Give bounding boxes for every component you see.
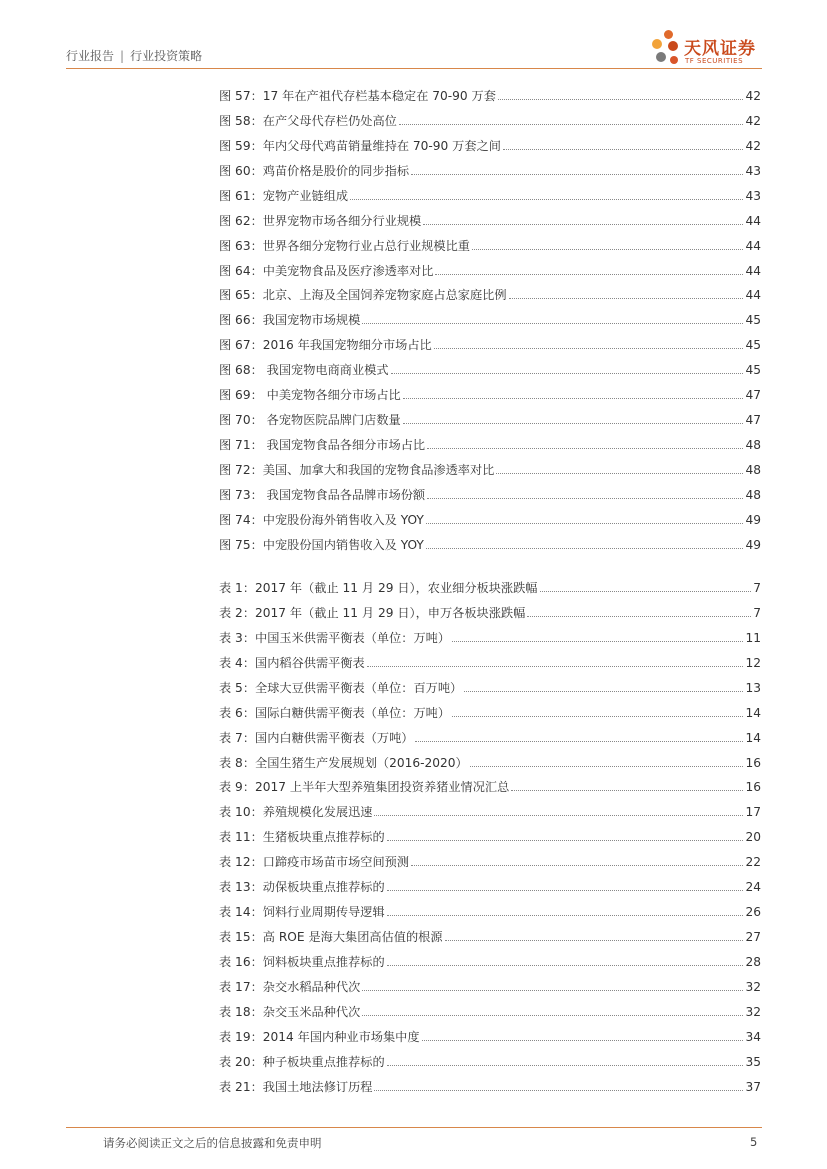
table-entry[interactable] <box>219 746 761 771</box>
figure-entry-page: 44 <box>745 263 761 278</box>
table-entry[interactable] <box>219 771 761 796</box>
logo-name: 天风证券 <box>684 39 756 59</box>
figure-entry-page: 48 <box>745 487 761 502</box>
figure-entry-label: 图 61：宠物产业链组成 <box>219 188 349 203</box>
figure-entry-label: 图 62：世界宠物市场各细分行业规模 <box>219 213 422 228</box>
table-entry[interactable] <box>219 845 761 870</box>
figure-list <box>219 79 761 553</box>
table-entry-label: 表 4：国内稻谷供需平衡表 <box>219 655 365 670</box>
figure-entry[interactable] <box>219 528 761 553</box>
company-logo <box>650 30 770 72</box>
dot-leader <box>472 249 744 250</box>
dot-leader <box>387 840 744 841</box>
figure-entry[interactable] <box>219 154 761 179</box>
table-entry-label: 表 16：饲料板块重点推荐标的 <box>219 955 385 969</box>
table-entry-label: 表 12：口蹄疫市场苗市场空间预测 <box>219 855 410 870</box>
table-entry[interactable] <box>219 721 761 746</box>
figure-entry[interactable] <box>219 79 761 104</box>
figure-entry-label: 图 68： 我国宠物电商商业模式 <box>219 363 389 378</box>
figure-entry[interactable] <box>219 453 761 478</box>
figure-entry-page: 47 <box>745 388 761 403</box>
dot-leader <box>387 965 744 966</box>
table-entry-page: 14 <box>745 730 761 745</box>
dot-leader <box>399 124 744 125</box>
dot-leader <box>362 323 743 324</box>
table-entry-page: 22 <box>745 855 761 870</box>
dot-leader <box>374 1090 743 1091</box>
table-entry-label: 表 13：动保板块重点推荐标的 <box>219 880 385 895</box>
table-entry-label: 表 2：2017 年（截止 11 月 29 日），申万各板块涨跌幅 <box>219 605 526 620</box>
table-entry[interactable] <box>219 995 761 1020</box>
figure-entry-page: 48 <box>745 463 761 477</box>
table-entry-page: 12 <box>745 655 761 670</box>
figure-entry-page: 45 <box>745 313 761 328</box>
table-entry-page: 26 <box>745 905 761 920</box>
logo-petal-icon <box>652 39 662 49</box>
figure-entry-label: 图 74：中宠股份海外销售收入及 YOY <box>219 512 424 527</box>
table-entry[interactable] <box>219 1020 761 1045</box>
dot-leader <box>452 716 743 717</box>
figure-entry[interactable] <box>219 478 761 503</box>
figure-entry-page: 44 <box>745 288 761 303</box>
table-entry-page: 28 <box>745 955 761 969</box>
dot-leader <box>452 641 743 642</box>
header-separator: | <box>120 49 125 63</box>
table-entry[interactable] <box>219 920 761 945</box>
table-entry-label: 表 20：种子板块重点推荐标的 <box>219 1054 385 1069</box>
table-entry[interactable] <box>219 1070 761 1095</box>
dot-leader <box>391 373 744 374</box>
dot-leader <box>415 741 743 742</box>
dot-leader <box>374 815 743 816</box>
figure-entry[interactable] <box>219 303 761 328</box>
dot-leader <box>434 348 744 349</box>
figure-entry[interactable] <box>219 503 761 528</box>
figure-entry-page: 42 <box>745 113 761 128</box>
table-entry[interactable] <box>219 970 761 995</box>
table-entry-label: 表 17：杂交水稻品种代次 <box>219 979 361 994</box>
table-entry-label: 表 6：国际白糖供需平衡表（单位：万吨） <box>219 705 451 720</box>
figure-entry[interactable] <box>219 204 761 229</box>
logo-subtitle: TF SECURITIES <box>685 57 744 65</box>
figure-entry[interactable] <box>219 378 761 403</box>
dot-leader <box>427 498 743 499</box>
dot-leader <box>350 199 743 200</box>
dot-leader <box>387 915 744 916</box>
figure-entry[interactable] <box>219 279 761 304</box>
table-entry[interactable] <box>219 671 761 696</box>
table-entry-page: 7 <box>753 580 761 595</box>
dot-leader <box>435 274 743 275</box>
table-entry-page: 35 <box>745 1054 761 1069</box>
table-entry[interactable] <box>219 1045 761 1070</box>
figure-entry[interactable] <box>219 328 761 353</box>
dot-leader <box>403 423 744 424</box>
table-entry[interactable] <box>219 571 761 596</box>
dot-leader <box>464 691 743 692</box>
dot-leader <box>367 666 744 667</box>
table-entry[interactable] <box>219 945 761 970</box>
figure-entry[interactable] <box>219 229 761 254</box>
figure-entry-label: 图 66：我国宠物市场规模 <box>219 313 361 328</box>
table-entry-page: 34 <box>745 1029 761 1044</box>
figure-entry[interactable] <box>219 403 761 428</box>
table-entry-page: 7 <box>753 605 761 620</box>
dot-leader <box>387 1065 744 1066</box>
table-entry[interactable] <box>219 621 761 646</box>
figure-entry[interactable] <box>219 129 761 154</box>
footer-disclaimer: 请务必阅读正文之后的信息披露和免责申明 <box>103 1136 322 1150</box>
table-entry-label: 表 8：全国生猪生产发展规划（2016-2020） <box>219 755 468 770</box>
figure-entry-page: 49 <box>745 537 761 552</box>
table-entry[interactable] <box>219 646 761 671</box>
header-divider <box>66 68 762 69</box>
figure-entry-label: 图 60：鸡苗价格是股价的同步指标 <box>219 163 410 178</box>
table-entry[interactable] <box>219 820 761 845</box>
figure-entry-label: 图 70： 各宠物医院品牌门店数量 <box>219 413 401 428</box>
figure-entry[interactable] <box>219 254 761 279</box>
figure-entry-label: 图 64：中美宠物食品及医疗渗透率对比 <box>219 263 434 278</box>
table-entry-label: 表 1：2017 年（截止 11 月 29 日），农业细分板块涨跌幅 <box>219 580 538 595</box>
figure-entry-page: 43 <box>745 188 761 203</box>
figure-entry-label: 图 58：在产父母代存栏仍处高位 <box>219 113 397 128</box>
page-number: 5 <box>750 1135 758 1149</box>
dot-leader <box>362 1015 743 1016</box>
table-entry-label: 表 15：高 ROE 是海大集团高估值的根源 <box>219 930 443 945</box>
table-entry-page: 16 <box>745 780 761 795</box>
table-entry-label: 表 18：杂交玉米品种代次 <box>219 1004 361 1019</box>
header-subcategory: 行业投资策略 <box>130 49 203 63</box>
table-entry[interactable] <box>219 596 761 621</box>
header-breadcrumb <box>66 47 202 64</box>
figure-entry-label: 图 75：中宠股份国内销售收入及 YOY <box>219 537 424 552</box>
dot-leader <box>527 616 751 617</box>
figure-entry-label: 图 59：年内父母代鸡苗销量维持在 70-90 万套之间 <box>219 138 501 153</box>
table-entry-page: 37 <box>745 1079 761 1094</box>
figure-entry-page: 42 <box>745 88 761 103</box>
dot-leader <box>503 149 744 150</box>
dot-leader <box>470 766 744 767</box>
table-entry[interactable] <box>219 870 761 895</box>
dot-leader <box>496 473 743 474</box>
table-entry-page: 16 <box>745 755 761 770</box>
dot-leader <box>445 940 744 941</box>
figure-entry-label: 图 69： 中美宠物各细分市场占比 <box>219 388 401 403</box>
figure-entry-label: 图 73： 我国宠物食品各品牌市场份额 <box>219 487 426 502</box>
logo-petal-icon <box>670 56 678 64</box>
figure-entry-page: 42 <box>745 138 761 153</box>
dot-leader <box>387 890 744 891</box>
figure-entry-page: 47 <box>745 413 761 428</box>
table-entry-page: 24 <box>745 880 761 895</box>
table-entry-label: 表 7：国内白糖供需平衡表（万吨） <box>219 730 414 745</box>
table-entry-label: 表 14：饲料行业周期传导逻辑 <box>219 905 385 920</box>
dot-leader <box>422 1040 744 1041</box>
table-entry-label: 表 21：我国土地法修订历程 <box>219 1079 373 1094</box>
logo-petal-icon <box>664 30 673 39</box>
logo-petal-icon <box>656 52 666 62</box>
table-entry-page: 27 <box>745 930 761 945</box>
table-entry-page: 13 <box>745 680 761 695</box>
dot-leader <box>498 99 744 100</box>
dot-leader <box>540 591 752 592</box>
figure-entry[interactable] <box>219 104 761 129</box>
dot-leader <box>423 224 743 225</box>
figure-entry[interactable] <box>219 179 761 204</box>
figure-entry-page: 48 <box>745 438 761 453</box>
dot-leader <box>427 448 743 449</box>
figure-entry[interactable] <box>219 428 761 453</box>
figure-entry[interactable] <box>219 353 761 378</box>
figure-entry-label: 图 65：北京、上海及全国饲养宠物家庭占总家庭比例 <box>219 288 507 303</box>
figure-entry-page: 44 <box>745 238 761 253</box>
table-entry-label: 表 5：全球大豆供需平衡表（单位：百万吨） <box>219 680 463 695</box>
table-entry-page: 17 <box>745 805 761 820</box>
figure-entry-page: 45 <box>745 338 761 353</box>
dot-leader <box>362 990 743 991</box>
footer-divider <box>66 1127 762 1128</box>
dot-leader <box>411 174 743 175</box>
figure-entry-label: 图 72：美国、加拿大和我国的宠物食品渗透率对比 <box>219 463 495 477</box>
figure-entry-label: 图 57：17 年在产祖代存栏基本稳定在 70-90 万套 <box>219 88 496 103</box>
table-entry-label: 表 9：2017 上半年大型养殖集团投资养猪业情况汇总 <box>219 780 510 795</box>
figure-entry-page: 43 <box>745 163 761 178</box>
table-list <box>219 571 761 1095</box>
dot-leader <box>426 523 744 524</box>
dot-leader <box>426 548 744 549</box>
table-entry-page: 14 <box>745 705 761 720</box>
table-entry-label: 表 3：中国玉米供需平衡表（单位：万吨） <box>219 630 451 645</box>
figure-entry-page: 49 <box>745 512 761 527</box>
table-entry[interactable] <box>219 895 761 920</box>
dot-leader <box>511 790 743 791</box>
dot-leader <box>411 865 743 866</box>
table-entry-label: 表 19：2014 年国内种业市场集中度 <box>219 1029 420 1044</box>
figure-entry-page: 44 <box>745 213 761 228</box>
table-entry-page: 11 <box>745 630 761 645</box>
table-entry[interactable] <box>219 795 761 820</box>
figure-entry-page: 45 <box>745 363 761 378</box>
figure-entry-label: 图 71： 我国宠物食品各细分市场占比 <box>219 438 426 453</box>
table-entry-label: 表 10：养殖规模化发展迅速 <box>219 805 373 820</box>
dot-leader <box>509 298 744 299</box>
table-entry-page: 32 <box>745 979 761 994</box>
table-entry-label: 表 11：生猪板块重点推荐标的 <box>219 830 385 845</box>
table-entry[interactable] <box>219 696 761 721</box>
figure-entry-label: 图 63：世界各细分宠物行业占总行业规模比重 <box>219 238 470 253</box>
logo-petal-icon <box>668 41 678 51</box>
figure-entry-label: 图 67：2016 年我国宠物细分市场占比 <box>219 338 432 353</box>
header-category: 行业报告 <box>66 49 115 63</box>
dot-leader <box>403 398 744 399</box>
table-entry-page: 32 <box>745 1004 761 1019</box>
table-entry-page: 20 <box>745 830 761 845</box>
